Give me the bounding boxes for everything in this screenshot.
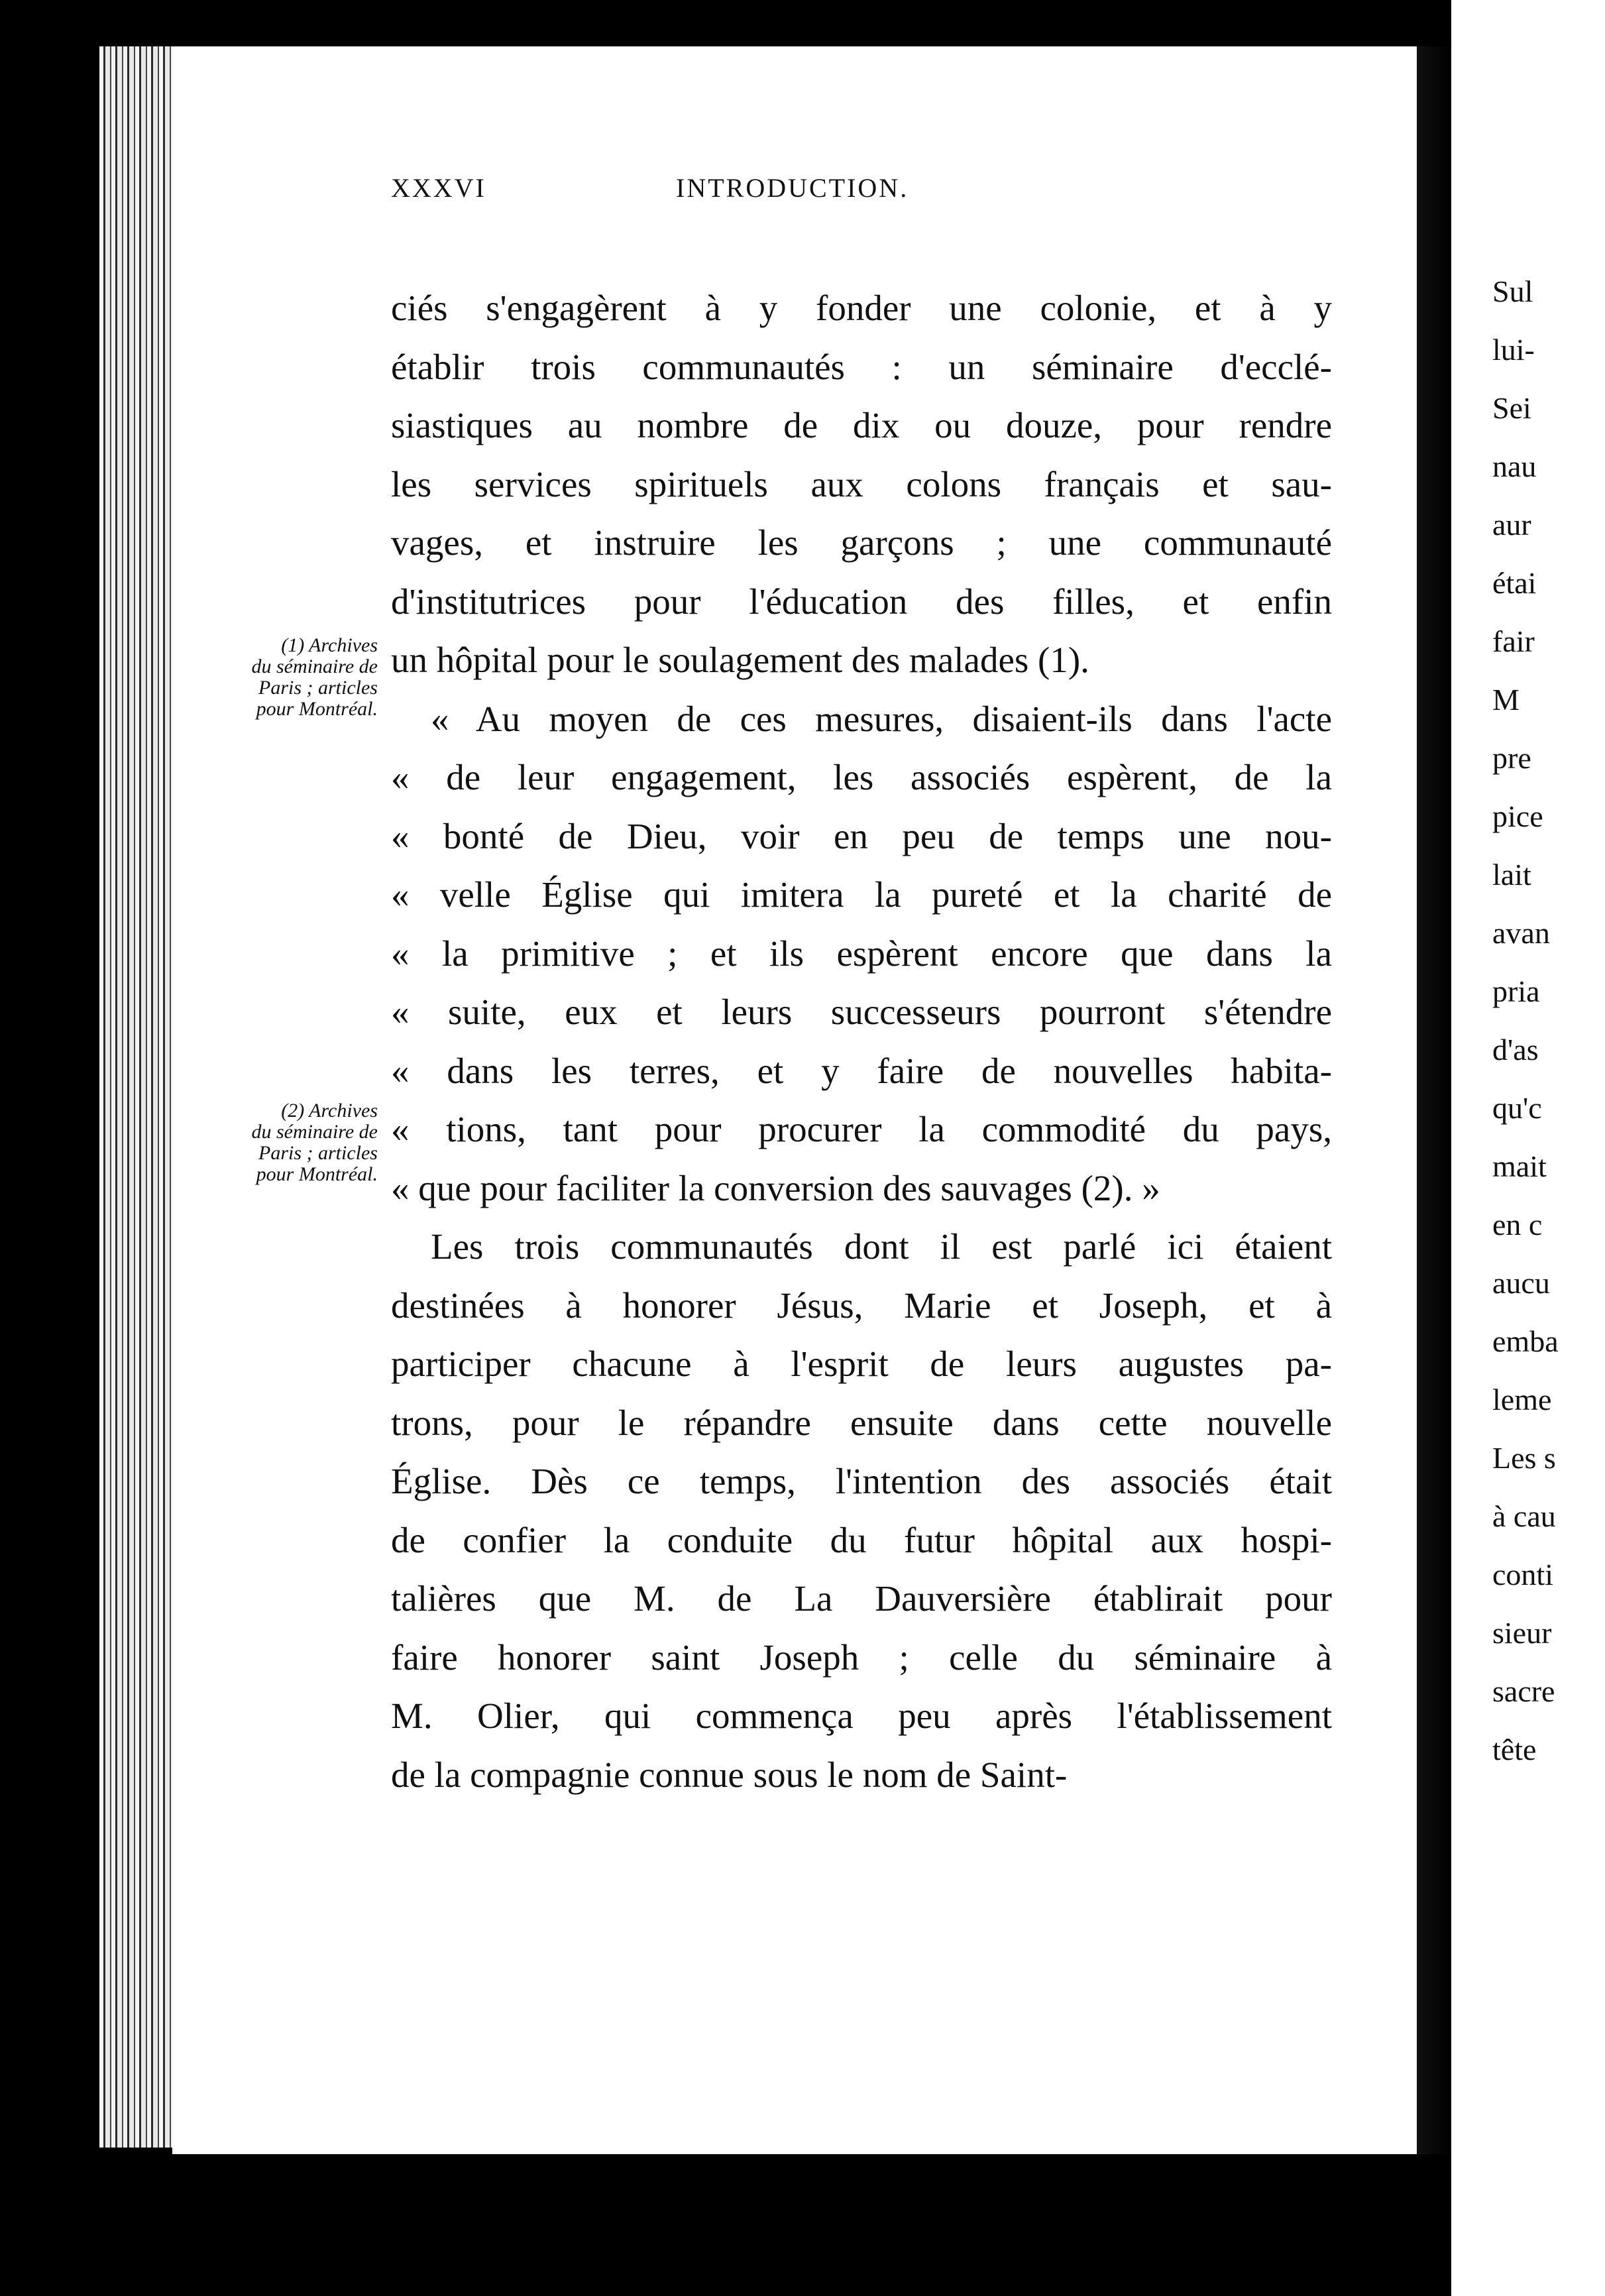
text-line: ciés s'engagèrent à y fonder une colonie, et à y <box>391 288 1332 328</box>
next-page-line: emba <box>1492 1324 1559 1358</box>
next-page-line: lui- <box>1492 333 1535 367</box>
margin-note-1: (1) Archives du séminaire de Paris ; articles pour Montréal. <box>251 634 378 720</box>
text-line: Église. Dès ce temps, l'intention des associés était <box>391 1461 1332 1501</box>
book-page-right-edge <box>1451 0 1605 2296</box>
next-page-line: d'as <box>1492 1033 1539 1066</box>
next-page-line: Les s <box>1492 1441 1556 1475</box>
text-line: destinées à honorer Jésus, Marie et Joseph, et à <box>391 1285 1332 1326</box>
text-line: « Au moyen de ces mesures, disaient-ils dans l'acte <box>431 698 1332 739</box>
next-page-line: pre <box>1492 741 1531 775</box>
text-line: « tions, tant pour procurer la commodité du pays, <box>391 1109 1332 1149</box>
next-page-line: conti <box>1492 1558 1553 1591</box>
text-line: faire honorer saint Joseph ; celle du séminaire à <box>391 1636 1332 1678</box>
text-line: « de leur engagement, les associés espèrent, de la <box>391 757 1332 797</box>
running-title: INTRODUCTION. <box>676 173 909 203</box>
text-line: d'institutrices pour l'éducation des filles, et enfin <box>391 581 1332 622</box>
text-line: « dans les terres, et y faire de nouvelles habita- <box>391 1050 1332 1091</box>
next-page-line: mait <box>1492 1149 1547 1183</box>
text-line: Les trois communautés dont il est parlé ici étaient <box>431 1226 1332 1267</box>
next-page-line: sieur <box>1492 1616 1552 1650</box>
gutter-shadow <box>1417 46 1451 2154</box>
text-line: participer chacune à l'esprit de leurs augustes pa- <box>391 1344 1332 1384</box>
next-page-line: aur <box>1492 508 1531 542</box>
text-line: « bonté de Dieu, voir en peu de temps une nou- <box>391 815 1332 856</box>
next-page-line: tête <box>1492 1733 1537 1766</box>
next-page-line: leme <box>1492 1383 1552 1416</box>
next-page-line: Sei <box>1492 391 1531 425</box>
text-line: les services spirituels aux colons français et sau- <box>391 463 1332 504</box>
text-line: de la compagnie connue sous le nom de Saint- <box>391 1754 1068 1795</box>
next-page-line: aucu <box>1492 1266 1550 1300</box>
next-page-line: à cau <box>1492 1499 1556 1533</box>
text-line: un hôpital pour le soulagement des malades (1). <box>391 640 1089 680</box>
next-page-line: Sul <box>1492 274 1533 308</box>
text-line: siastiques au nombre de dix ou douze, pour rendre <box>391 405 1332 445</box>
text-line: « suite, eux et leurs successeurs pourront s'étendre <box>391 992 1332 1032</box>
text-line: vages, et instruire les garçons ; une communauté <box>391 522 1332 563</box>
next-page-line: fair <box>1492 624 1535 658</box>
text-line: de confier la conduite du futur hôpital aux hospi- <box>391 1519 1332 1560</box>
next-page-line: pice <box>1492 799 1543 833</box>
text-line: « que pour faciliter la conversion des sauvages (2). » <box>391 1167 1160 1208</box>
next-page-line: pria <box>1492 974 1540 1008</box>
text-line: trons, pour le répandre ensuite dans cette nouvelle <box>391 1402 1332 1443</box>
next-page-line: M <box>1492 683 1520 717</box>
next-page-line: sacre <box>1492 1674 1555 1708</box>
next-page-line: qu'c <box>1492 1091 1542 1125</box>
next-page-line: avan <box>1492 916 1550 950</box>
text-line: M. Olier, qui commença peu après l'établissement <box>391 1695 1332 1736</box>
next-page-line: lait <box>1492 858 1531 891</box>
next-page-line: étai <box>1492 566 1537 600</box>
next-page-line: nau <box>1492 449 1537 483</box>
text-line: « velle Église qui imitera la pureté et la charité de <box>391 874 1332 915</box>
text-line: « la primitive ; et ils espèrent encore que dans la <box>391 933 1332 974</box>
book-spine-edge <box>99 46 172 2148</box>
page-number: XXXVI <box>391 173 486 203</box>
text-line: talières que M. de La Dauversière établirait pour <box>391 1578 1332 1619</box>
text-line: établir trois communautés : un séminaire d'ecclé- <box>391 346 1332 387</box>
next-page-line: en c <box>1492 1208 1543 1241</box>
margin-note-2: (2) Archives du séminaire de Paris ; articles pour Montréal. <box>251 1100 378 1185</box>
running-head <box>391 172 1054 212</box>
